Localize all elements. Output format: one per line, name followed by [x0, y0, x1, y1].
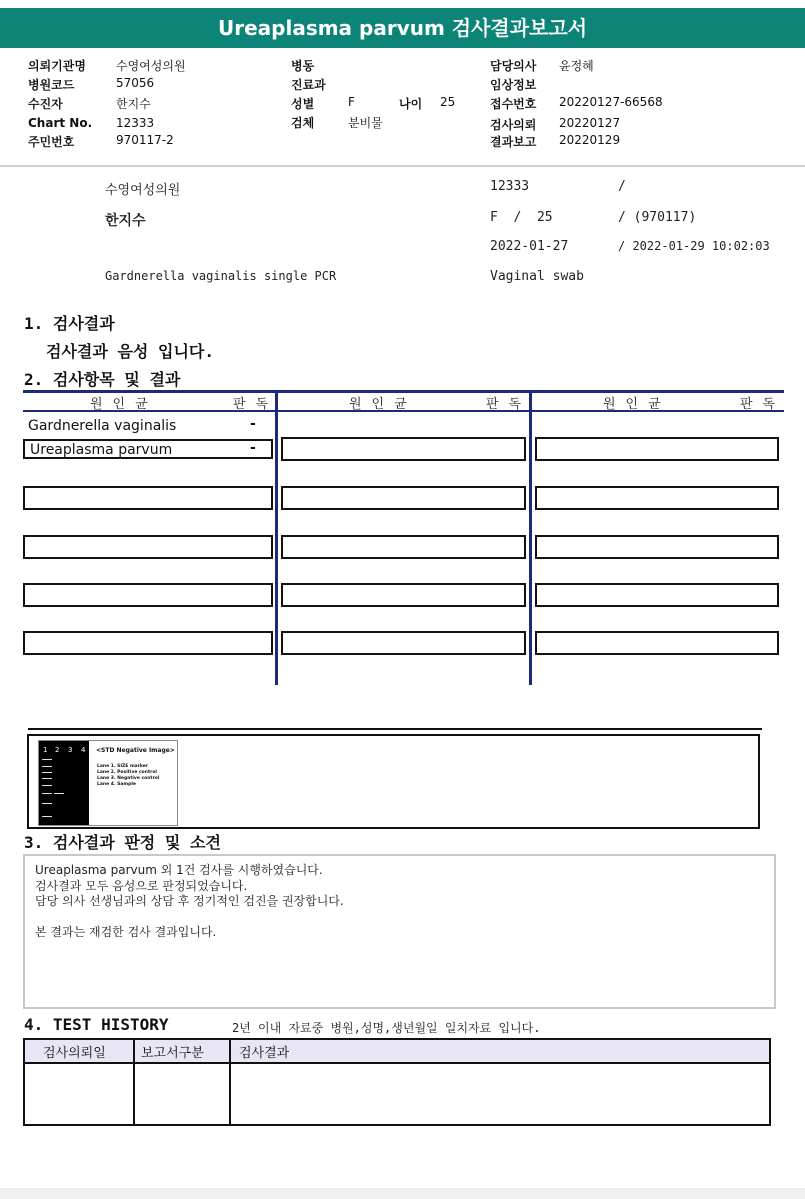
gel-divider: [28, 728, 762, 730]
field-label: 진료과: [291, 78, 326, 92]
history-note: 2년 이내 자료중 병원,성명,생년월일 일치자료 입니다.: [232, 1021, 541, 1035]
gel-legend-item: Lane 2. Positive control: [97, 770, 157, 775]
lane-number: 1: [43, 746, 48, 754]
history-column-divider: [133, 1040, 135, 1124]
lane-number: 4: [81, 746, 86, 754]
field-label: Chart No.: [28, 116, 93, 130]
field-label: 임상정보: [490, 78, 537, 92]
field-value: F: [348, 95, 355, 109]
field-label: 결과보고: [490, 135, 537, 149]
opinion-line: 본 결과는 재검한 검사 결과입니다.: [35, 924, 217, 939]
gel-legend-item: Lane 4. Sample: [97, 782, 136, 787]
field-label: 수진자: [28, 97, 63, 111]
age-value: 25: [440, 95, 456, 109]
section4-title: 4. TEST HISTORY: [24, 1015, 169, 1034]
field-label: 담당의사: [490, 59, 537, 73]
gel-legend-item: Lane 3. Negative control: [97, 776, 160, 781]
gel-lanes-panel: [39, 741, 89, 825]
result-cell: [281, 631, 526, 655]
lane-number: 3: [68, 746, 73, 754]
summary-request-date: 2022-01-27: [490, 239, 569, 254]
result-cell: [535, 437, 779, 461]
gel-legend-item: Lane 1. SIZE marker: [97, 764, 149, 769]
result-item-name: Ureaplasma parvum: [30, 442, 173, 458]
field-value: 20220127: [559, 116, 621, 130]
summary-chart: 12333: [490, 179, 530, 194]
opinion-line: Ureaplasma parvum 외 1건 검사를 시행하였습니다.: [35, 863, 323, 877]
summary-hospital: 수영여성의원: [105, 183, 181, 198]
result-cell: [23, 535, 273, 559]
report-title: Ureaplasma parvum 검사결과보고서: [0, 8, 805, 48]
marker-band: [42, 772, 52, 773]
result-cell: [23, 631, 273, 655]
field-value: 970117-2: [116, 133, 174, 147]
summary-birth: / (970117): [618, 210, 697, 225]
summary-sex-age: F / 25: [490, 210, 553, 225]
section2-title: 2. 검사항목 및 결과: [24, 370, 181, 389]
result-item-value: -: [250, 440, 256, 456]
result-cell: [23, 583, 273, 607]
col-judgement: 판독: [740, 397, 786, 412]
table-column-divider: [275, 391, 278, 685]
history-table: [23, 1038, 771, 1126]
col-organism: 원인균: [349, 397, 417, 412]
field-label: 검체: [291, 116, 315, 130]
col-organism: 원인균: [603, 397, 671, 412]
field-label: 주민번호: [28, 135, 75, 149]
result-item-value: -: [250, 416, 256, 432]
opinion-box: [23, 854, 776, 1009]
field-label: 의뢰기관명: [28, 59, 86, 73]
result-cell: [535, 583, 779, 607]
age-label: 나이: [399, 97, 423, 111]
summary-slash: /: [618, 179, 626, 194]
lane-number: 2: [55, 746, 60, 754]
summary-patient: 한지수: [105, 213, 146, 229]
positive-control-band: [54, 793, 64, 794]
field-value: 수영여성의원: [116, 59, 186, 73]
field-value: 한지수: [116, 97, 151, 111]
history-col-date: 검사의뢰일: [43, 1046, 106, 1061]
marker-band: [42, 785, 52, 786]
opinion-line: [35, 910, 764, 925]
header-divider: [0, 165, 805, 167]
field-label: 성별: [291, 97, 315, 111]
col-organism: 원인균: [90, 397, 158, 412]
section3-title: 3. 검사결과 판정 및 소견: [24, 833, 221, 852]
section1-title: 1. 검사결과: [24, 314, 115, 333]
summary-specimen: Vaginal swab: [490, 269, 584, 284]
field-label: 접수번호: [490, 97, 537, 111]
result-cell: [281, 437, 526, 461]
field-value: 분비물: [348, 116, 383, 130]
col-judgement: 판독: [486, 397, 532, 412]
page-footer: [0, 1188, 805, 1199]
history-col-result: 검사결과: [239, 1046, 290, 1061]
section1-result: 검사결과 음성 입니다.: [46, 342, 215, 361]
summary-report-datetime: / 2022-01-29 10:02:03: [618, 239, 770, 253]
marker-band: [42, 803, 52, 804]
result-item-name: Gardnerella vaginalis: [28, 418, 177, 434]
history-column-divider: [229, 1040, 231, 1124]
gel-image: [38, 740, 178, 826]
result-cell: [281, 486, 526, 510]
opinion-line: 담당 의사 선생님과의 상담 후 정기적인 검진을 권장합니다.: [35, 894, 344, 908]
result-cell: [535, 631, 779, 655]
marker-band: [42, 793, 52, 794]
col-judgement: 판독: [233, 397, 279, 412]
result-cell: [281, 583, 526, 607]
history-header: [25, 1040, 769, 1064]
field-value: 57056: [116, 76, 155, 90]
marker-band: [42, 759, 52, 760]
marker-band: [42, 778, 52, 779]
opinion-line: 검사결과 모두 음성으로 판정되었습니다.: [35, 878, 248, 893]
history-col-type: 보고서구분: [141, 1046, 204, 1061]
summary-test-name: Gardnerella vaginalis single PCR: [105, 269, 337, 283]
table-column-divider: [529, 391, 532, 685]
result-cell: [281, 535, 526, 559]
field-value: 20220129: [559, 133, 621, 147]
field-label: 병동: [291, 59, 315, 73]
field-value: 12333: [116, 116, 155, 130]
gel-title: <STD Negative Image>: [96, 747, 175, 754]
result-cell: [535, 535, 779, 559]
field-value: 20220127-66568: [559, 95, 663, 109]
field-label: 검사의뢰: [490, 118, 537, 132]
field-label: 병원코드: [28, 78, 75, 92]
field-value: 윤정혜: [559, 59, 594, 73]
result-cell: [535, 486, 779, 510]
marker-band: [42, 766, 52, 767]
result-cell: [23, 486, 273, 510]
marker-band: [42, 816, 52, 817]
